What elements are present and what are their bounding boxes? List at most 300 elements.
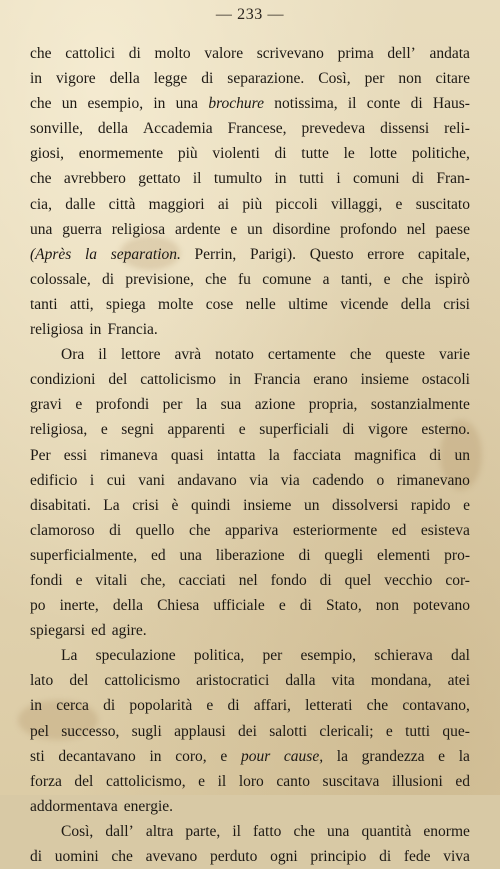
text-word: giosi, bbox=[30, 145, 65, 163]
text-word: ispirò bbox=[434, 270, 470, 288]
text-word: potevano bbox=[413, 597, 470, 615]
text-word: e bbox=[238, 421, 246, 439]
text-line bbox=[30, 217, 470, 242]
text-word: di bbox=[411, 170, 424, 188]
text-word: gravi bbox=[30, 396, 62, 414]
text-word: che bbox=[366, 697, 389, 715]
text-word: e bbox=[278, 597, 286, 615]
text-line bbox=[30, 568, 470, 593]
text-word: una bbox=[327, 822, 350, 840]
text-word: cacciati bbox=[178, 571, 226, 589]
text-word: andata bbox=[429, 45, 470, 62]
text-word: che bbox=[30, 95, 52, 113]
text-word: popolarità bbox=[129, 697, 193, 715]
text-word: citare bbox=[435, 70, 470, 88]
text-word: un bbox=[454, 446, 470, 464]
text-word: villaggi, bbox=[331, 195, 383, 213]
text-word: La bbox=[103, 496, 120, 514]
text-word: varie bbox=[439, 346, 470, 364]
text-word: cattolicismo bbox=[104, 672, 181, 690]
text-word: disordine bbox=[272, 220, 331, 238]
text-word: un bbox=[61, 95, 78, 113]
text-word: crisi bbox=[443, 295, 470, 313]
text-word: quasi bbox=[170, 446, 204, 464]
text-word: Francese, bbox=[227, 120, 287, 138]
text-line bbox=[30, 116, 470, 141]
text-word: religiosa, bbox=[30, 421, 88, 439]
text-word: o bbox=[376, 471, 385, 489]
text-word: di bbox=[103, 697, 116, 715]
text-word: po bbox=[30, 597, 46, 615]
text-word: avrà bbox=[174, 346, 202, 364]
text-word: dell’ bbox=[387, 45, 416, 62]
text-word: è bbox=[171, 496, 179, 514]
text-line bbox=[30, 819, 470, 844]
text-word: la bbox=[268, 446, 280, 464]
text-word: di bbox=[30, 848, 43, 865]
text-word: politiche, bbox=[411, 145, 470, 163]
text-word: superficialmente, bbox=[30, 546, 138, 564]
text-word: fede bbox=[403, 848, 431, 865]
text-word: i bbox=[89, 471, 95, 489]
text-word: spiegarsi bbox=[30, 622, 86, 640]
text-word: dissensi bbox=[380, 120, 430, 138]
text-word: nel bbox=[238, 571, 258, 589]
text-word: quindi bbox=[190, 496, 231, 514]
text-word: previsione, bbox=[125, 270, 194, 288]
text-word: il bbox=[217, 772, 227, 790]
text-line bbox=[30, 794, 470, 819]
text-word: le bbox=[343, 145, 355, 163]
text-word: che bbox=[349, 346, 372, 364]
text-word: di bbox=[342, 421, 355, 439]
text-word: quel bbox=[344, 571, 372, 589]
text-word: i bbox=[336, 170, 341, 188]
text-word: forza bbox=[30, 772, 62, 790]
text-word: pour bbox=[240, 747, 271, 765]
text-line bbox=[30, 292, 470, 317]
text-word: letterati bbox=[305, 697, 353, 715]
text-word: più bbox=[177, 145, 198, 163]
text-word: insieme bbox=[243, 496, 292, 514]
text-word: loro bbox=[238, 772, 264, 790]
text-word: mondana, bbox=[370, 672, 432, 690]
text-word: di bbox=[299, 597, 312, 615]
text-word: edificio bbox=[30, 471, 78, 489]
text-word: di bbox=[201, 70, 214, 88]
text-word: e bbox=[220, 747, 228, 765]
text-word: del bbox=[74, 772, 94, 790]
text-word: cose bbox=[205, 295, 234, 313]
text-line bbox=[30, 643, 470, 668]
text-word: affari, bbox=[253, 697, 291, 715]
text-word: la bbox=[84, 245, 98, 263]
text-word: comune bbox=[262, 270, 312, 288]
text-word: vani bbox=[138, 471, 165, 489]
text-word: clericali; bbox=[319, 722, 374, 740]
page-number: — 233 — bbox=[215, 6, 285, 23]
text-word: in bbox=[228, 371, 241, 389]
text-word: e bbox=[100, 421, 108, 439]
text-word: disabitati. bbox=[30, 496, 91, 514]
text-line bbox=[30, 493, 470, 518]
text-word: che bbox=[111, 848, 133, 865]
text-word: conte bbox=[366, 95, 401, 113]
text-word: sonville, bbox=[30, 120, 83, 138]
text-word: viva bbox=[443, 848, 470, 865]
text-word: gettato bbox=[138, 170, 181, 188]
text-word: coro, bbox=[175, 747, 207, 765]
text-word: principio bbox=[310, 848, 367, 865]
text-word: clamoroso bbox=[30, 521, 95, 539]
text-word: tutte bbox=[301, 145, 329, 163]
text-word: Ora bbox=[61, 346, 85, 364]
text-word: valore bbox=[204, 45, 244, 62]
text-word: Così, bbox=[318, 70, 351, 88]
text-word: illusioni bbox=[391, 772, 443, 790]
text-word: Stato, bbox=[325, 597, 362, 615]
text-word: spiega bbox=[106, 295, 146, 313]
text-word: essi bbox=[63, 446, 88, 464]
text-word: il bbox=[347, 95, 357, 113]
text-word: colossale, bbox=[30, 270, 91, 288]
text-line bbox=[30, 719, 470, 744]
text-word: pel bbox=[30, 722, 49, 740]
text-word: avrebbero bbox=[63, 170, 126, 188]
text-word: religiosa bbox=[30, 321, 84, 339]
text-line bbox=[30, 192, 470, 217]
text-word: di bbox=[410, 95, 423, 113]
text-word: paese bbox=[435, 220, 470, 238]
text-line bbox=[30, 166, 470, 191]
text-word: guerra bbox=[62, 220, 102, 238]
text-word: di bbox=[298, 546, 311, 564]
text-word: fondo bbox=[270, 571, 307, 589]
text-word: facciata bbox=[292, 446, 342, 464]
text-word: aristocratici bbox=[196, 672, 270, 690]
text-line bbox=[30, 693, 470, 718]
text-word: in bbox=[30, 697, 43, 715]
text-word: non bbox=[375, 597, 400, 615]
text-word: un bbox=[303, 496, 320, 514]
text-word: dal bbox=[451, 647, 470, 665]
text-line bbox=[30, 417, 470, 442]
text-line bbox=[30, 593, 470, 618]
text-word: brochure bbox=[208, 95, 265, 113]
text-word: que- bbox=[442, 722, 470, 740]
text-word: andavano bbox=[177, 471, 237, 489]
text-word: cattolicismo bbox=[140, 371, 216, 389]
text-word: esteriormente bbox=[292, 521, 378, 539]
text-word: esisteva bbox=[420, 521, 470, 539]
text-word: il bbox=[232, 822, 241, 840]
text-word: nel bbox=[406, 220, 426, 238]
text-line bbox=[30, 242, 470, 267]
text-word: crisi bbox=[132, 496, 159, 514]
text-word: via bbox=[249, 471, 269, 489]
text-line bbox=[30, 443, 470, 468]
text-word: segni bbox=[121, 421, 154, 439]
text-word: e bbox=[463, 496, 470, 514]
text-word: liberazione bbox=[215, 546, 285, 564]
text-word: certamente bbox=[267, 346, 336, 364]
text-word: perduto bbox=[210, 848, 258, 865]
text-word: Parigi). bbox=[249, 245, 297, 263]
text-word: prima bbox=[337, 45, 374, 62]
text-line bbox=[30, 518, 470, 543]
body-text bbox=[30, 41, 470, 869]
text-line bbox=[30, 267, 470, 292]
text-word: Per bbox=[30, 446, 51, 464]
text-word: cattolicismo, bbox=[105, 772, 186, 790]
text-word: Accademia bbox=[142, 120, 213, 138]
text-word: enorme bbox=[423, 822, 470, 840]
text-word: Fran- bbox=[436, 170, 470, 188]
text-word: molte bbox=[158, 295, 194, 313]
text-word: che bbox=[293, 822, 315, 840]
text-line bbox=[30, 367, 470, 392]
text-word: ardente bbox=[174, 220, 221, 238]
text-word: di bbox=[429, 446, 442, 464]
text-word: atei bbox=[447, 672, 470, 690]
text-word: suscitato bbox=[415, 195, 470, 213]
text-word: magnifica bbox=[354, 446, 417, 464]
text-word: atti, bbox=[69, 295, 94, 313]
text-line bbox=[30, 844, 470, 869]
text-word: dalla bbox=[285, 672, 316, 690]
text-word: di bbox=[274, 145, 287, 163]
text-word: superficiali bbox=[259, 421, 329, 439]
text-word: sugli bbox=[131, 722, 162, 740]
text-word: queste bbox=[385, 346, 425, 364]
text-word: Questo bbox=[309, 245, 354, 263]
text-word: capitale, bbox=[417, 245, 470, 263]
text-word: di bbox=[128, 45, 141, 62]
text-word: del bbox=[69, 672, 89, 690]
text-word: apparenti bbox=[167, 421, 226, 439]
text-word: notato bbox=[215, 346, 254, 364]
text-word: profondi bbox=[95, 396, 150, 414]
text-word: in bbox=[149, 747, 162, 765]
text-word: che bbox=[205, 270, 227, 288]
text-word: vicende bbox=[340, 295, 389, 313]
text-word: elementi bbox=[376, 546, 431, 564]
text-word: esempio, bbox=[87, 95, 144, 113]
text-word: di bbox=[109, 521, 122, 539]
text-word: che bbox=[401, 270, 424, 288]
text-word: la bbox=[195, 396, 208, 414]
text-word: tutti bbox=[405, 722, 431, 740]
text-word: di bbox=[319, 571, 332, 589]
text-word: del bbox=[108, 371, 128, 389]
text-word: prevedeva bbox=[301, 120, 366, 138]
text-word: ostacoli bbox=[421, 371, 470, 389]
text-word: parte, bbox=[185, 822, 221, 840]
text-word: e bbox=[75, 396, 83, 414]
text-word: per bbox=[262, 647, 283, 665]
text-word: il bbox=[192, 170, 202, 188]
text-word: politica, bbox=[193, 647, 245, 665]
text-word: agire. bbox=[111, 622, 147, 640]
text-word: Perrin, bbox=[194, 245, 237, 263]
text-word: cui bbox=[106, 471, 126, 489]
text-word: più bbox=[242, 195, 263, 213]
text-word: Francia bbox=[253, 371, 301, 389]
text-line bbox=[30, 41, 470, 66]
text-word: insieme bbox=[360, 371, 409, 389]
text-word: della bbox=[109, 70, 140, 88]
text-word: cor- bbox=[445, 571, 470, 589]
text-word: una bbox=[30, 220, 53, 238]
text-word: suscitava bbox=[322, 772, 380, 790]
text-word: profondo bbox=[340, 220, 397, 238]
text-word: uomini bbox=[54, 848, 99, 865]
text-word: azione bbox=[254, 396, 296, 414]
text-word: ed bbox=[391, 521, 407, 539]
text-word: inerte, bbox=[59, 597, 99, 615]
text-word: Haus- bbox=[432, 95, 470, 113]
text-word: e bbox=[75, 571, 83, 589]
text-word: rimanevano bbox=[396, 471, 470, 489]
text-word: città bbox=[108, 195, 136, 213]
text-word: in bbox=[153, 95, 166, 113]
text-word: applausi bbox=[174, 722, 226, 740]
text-word: erano bbox=[313, 371, 348, 389]
text-word: successo, bbox=[61, 722, 120, 740]
text-word: errore bbox=[367, 245, 405, 263]
text-word: ultime bbox=[288, 295, 328, 313]
text-word: religiosa bbox=[111, 220, 166, 238]
text-word: un bbox=[247, 220, 263, 238]
text-line bbox=[30, 468, 470, 493]
text-word: lettore bbox=[120, 346, 161, 364]
text-word: esempio, bbox=[300, 647, 357, 665]
text-word: cerca bbox=[56, 697, 89, 715]
text-word: Così, bbox=[61, 822, 94, 840]
text-word: schierava bbox=[374, 647, 433, 665]
text-word: enormemente bbox=[78, 145, 164, 163]
text-word: vitali bbox=[95, 571, 128, 589]
text-line bbox=[30, 769, 470, 794]
text-word: rapido bbox=[410, 496, 451, 514]
text-line bbox=[30, 618, 470, 643]
text-word: addormentava bbox=[30, 797, 118, 815]
text-line bbox=[30, 141, 470, 166]
text-word: di bbox=[102, 270, 115, 288]
text-word: esterno. bbox=[421, 421, 470, 439]
text-word: a bbox=[322, 270, 330, 288]
text-word: lotte bbox=[369, 145, 398, 163]
text-word: canto bbox=[276, 772, 310, 790]
text-word: ed bbox=[151, 546, 166, 564]
text-word: vigore bbox=[368, 421, 408, 439]
text-word: scrivevano bbox=[256, 45, 324, 62]
text-word: per bbox=[162, 396, 183, 414]
text-word: speculazione bbox=[95, 647, 176, 665]
text-line bbox=[30, 668, 470, 693]
text-word: fu bbox=[237, 270, 251, 288]
text-word: e bbox=[438, 747, 446, 765]
text-word: ai bbox=[217, 195, 230, 213]
text-word: tanti, bbox=[340, 270, 373, 288]
text-word: il bbox=[98, 346, 107, 364]
text-word: reli- bbox=[444, 120, 470, 138]
text-word: lato bbox=[30, 672, 54, 690]
text-word: non bbox=[398, 70, 422, 88]
text-word: e bbox=[206, 697, 214, 715]
text-line bbox=[30, 317, 470, 342]
text-word: notissima, bbox=[274, 95, 338, 113]
text-word: salotti bbox=[269, 722, 308, 740]
text-word: in bbox=[30, 70, 43, 88]
text-word: contavano, bbox=[402, 697, 470, 715]
text-word: vigore bbox=[56, 70, 96, 88]
text-word: (Après bbox=[30, 245, 72, 263]
text-word: nelle bbox=[245, 295, 276, 313]
text-word: ed bbox=[455, 772, 470, 790]
text-word: per bbox=[364, 70, 385, 88]
text-word: tutti bbox=[298, 170, 324, 188]
text-word: via bbox=[280, 471, 300, 489]
text-word: tanti bbox=[30, 295, 58, 313]
text-word: rimaneva bbox=[100, 446, 158, 464]
text-word: che bbox=[30, 45, 52, 62]
text-word: quello bbox=[135, 521, 175, 539]
text-word: della bbox=[112, 597, 143, 615]
text-word: cia, bbox=[30, 195, 52, 213]
text-line bbox=[30, 392, 470, 417]
text-word: dissolversi bbox=[332, 496, 399, 514]
text-word: comuni bbox=[353, 170, 400, 188]
text-word: intatta bbox=[216, 446, 256, 464]
text-word: maggiori bbox=[148, 195, 205, 213]
text-word: Francia. bbox=[107, 321, 158, 339]
text-word: Chiesa bbox=[157, 597, 200, 615]
text-word: vecchio bbox=[384, 571, 433, 589]
text-word: di bbox=[379, 848, 392, 865]
text-word: la bbox=[336, 747, 348, 765]
text-word: vita bbox=[331, 672, 355, 690]
text-word: della bbox=[400, 295, 431, 313]
text-word: una bbox=[179, 546, 202, 564]
text-word: la bbox=[458, 747, 470, 765]
text-word: e bbox=[198, 772, 206, 790]
text-word: sostanzialmente bbox=[370, 396, 470, 414]
text-word: ufficiale bbox=[213, 597, 265, 615]
text-word: appariva bbox=[224, 521, 279, 539]
text-line bbox=[30, 342, 470, 367]
text-word: tumulto bbox=[213, 170, 263, 188]
text-word: che bbox=[30, 170, 52, 188]
text-word: una bbox=[175, 95, 199, 113]
text-word: altra bbox=[145, 822, 174, 840]
text-word: della bbox=[97, 120, 129, 138]
text-word: in bbox=[89, 321, 102, 339]
text-word: ogni bbox=[270, 848, 298, 865]
text-word: grandezza bbox=[361, 747, 425, 765]
text-word: e bbox=[230, 220, 238, 238]
text-word: dall’ bbox=[105, 822, 134, 840]
text-word: molto bbox=[154, 45, 191, 62]
text-word: propria, bbox=[308, 396, 358, 414]
text-word: fondi bbox=[30, 571, 63, 589]
text-word: quegli bbox=[324, 546, 364, 564]
text-word: e bbox=[385, 722, 393, 740]
text-word: cattolici bbox=[65, 45, 116, 62]
text-word: condizioni bbox=[30, 371, 96, 389]
text-line bbox=[30, 744, 470, 769]
text-word: ed bbox=[91, 622, 106, 640]
